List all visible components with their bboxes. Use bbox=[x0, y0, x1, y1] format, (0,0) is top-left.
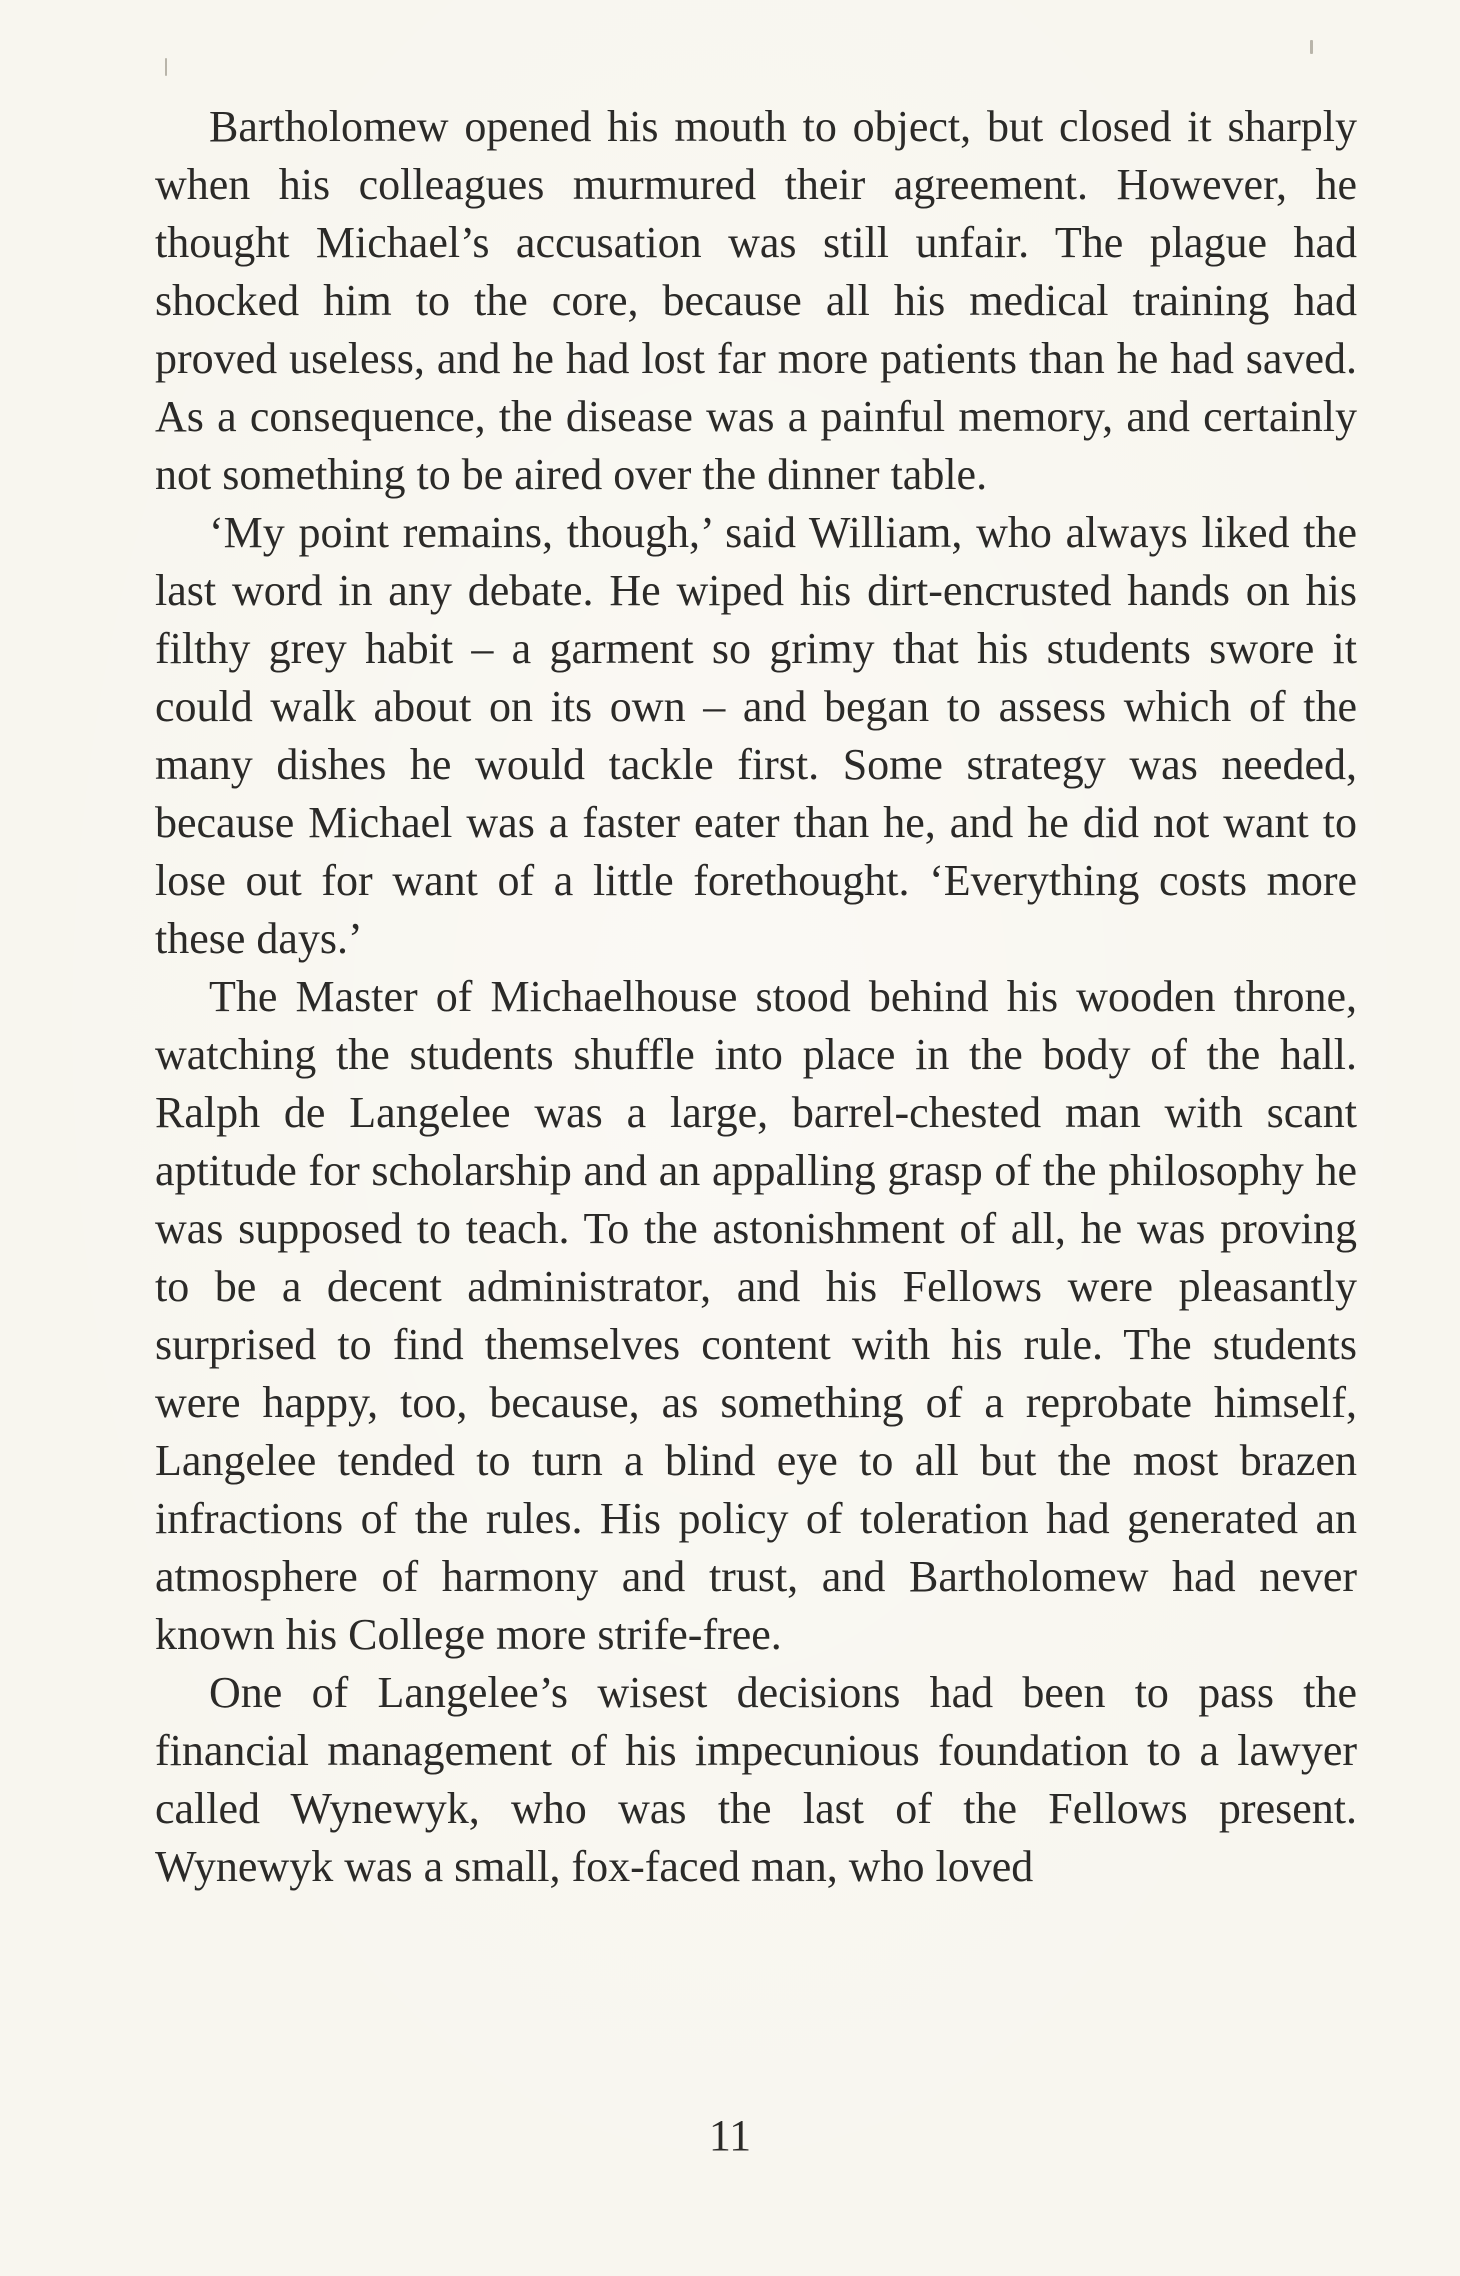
body-text bbox=[155, 98, 1357, 1896]
paper-speck bbox=[1310, 40, 1313, 54]
page-number: 11 bbox=[708, 2111, 752, 2160]
paragraph-3: The Master of Michaelhouse stood behind his wooden throne, watching the students shuffle into place in the body of the hall. Ralph de Langelee was a large, barrel-chested man with scant aptitude for scholarship and an appalling grasp of the philosophy he was supposed to teach. To the astonishment of all, he was proving to be a decent administrator, and his Fellows were pleasantly surprised to find themselves content with his rule. The students were happy, too, because, as something of a reprobate himself, Langelee tended to turn a blind eye to all but the most brazen infractions of the rules. His policy of toleration had generated an atmosphere of harmony and trust, and Bartholomew had never known his College more strife-free. bbox=[155, 972, 1357, 1659]
paragraph-1: Bartholomew opened his mouth to object, but closed it sharply when his colleagues murmured their agreement. However, he thought Michael’s accusation was still unfair. The plague had shocked him to the core, because all his medical training had proved useless, and he had lost far more patients than he had saved. As a consequence, the disease was a painful memory, and certainly not something to be aired over the dinner table. bbox=[155, 102, 1357, 499]
paper-speck bbox=[165, 58, 167, 76]
paragraph-2: ‘My point remains, though,’ said William, who always liked the last word in any debate. He wiped his dirt-encrusted hands on his filthy grey habit – a garment so grimy that his students swore it could walk about on its own – and began to assess which of the many dishes he would tackle first. Some strategy was needed, because Michael was a faster eater than he, and he did not want to lose out for want of a little forethought. ‘Everything costs more these days.’ bbox=[155, 508, 1357, 963]
paragraph-4: One of Langelee’s wisest decisions had been to pass the financial management of his impecunious foundation to a lawyer called Wynewyk, who was the last of the Fellows present. Wynewyk was a small, fox-faced man, who loved bbox=[155, 1668, 1357, 1891]
